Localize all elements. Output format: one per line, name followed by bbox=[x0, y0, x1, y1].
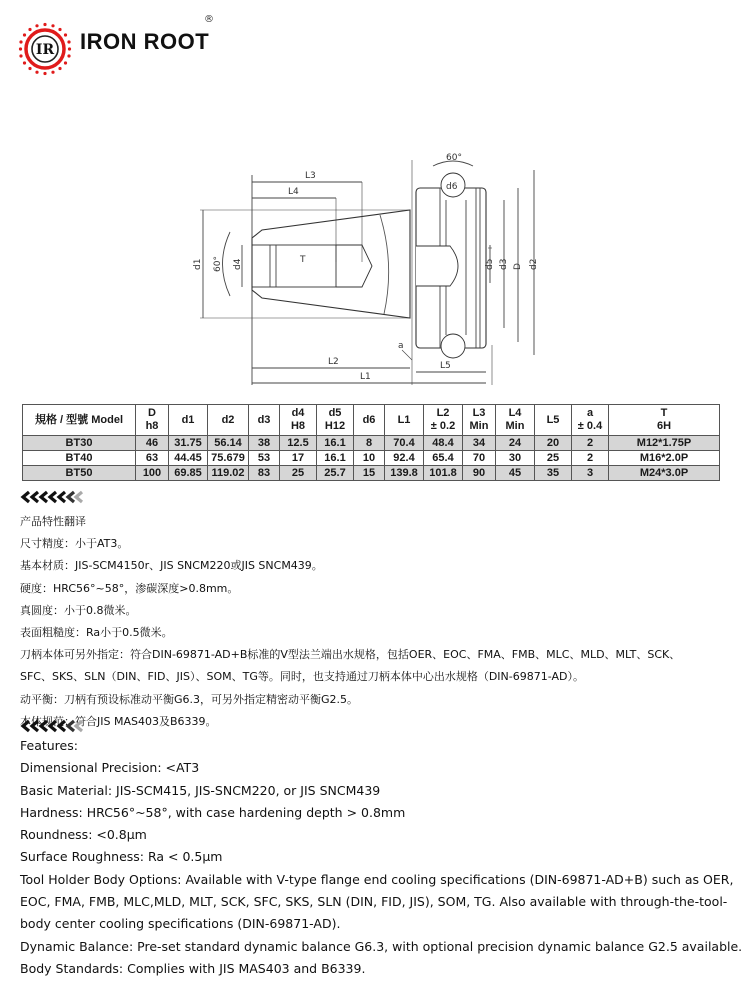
col-header-L5: L5 bbox=[535, 405, 572, 436]
chinese-feature-line: 表面粗糙度：Ra小于0.5微米。 bbox=[20, 626, 173, 640]
cell: 139.8 bbox=[385, 466, 424, 481]
col-header-d1: d1 bbox=[169, 405, 208, 436]
cell: 35 bbox=[535, 466, 572, 481]
chinese-feature-line: 真圆度：小于0.8微米。 bbox=[20, 603, 137, 617]
svg-text:60°: 60° bbox=[213, 256, 223, 272]
col-header-d5: d5 H12 bbox=[317, 405, 354, 436]
cell: 75.679 bbox=[208, 451, 249, 466]
cell: 56.14 bbox=[208, 436, 249, 451]
cell: 20 bbox=[535, 436, 572, 451]
brand-name: IRON ROOT bbox=[80, 29, 210, 54]
cell: M12*1.75P bbox=[609, 436, 720, 451]
chinese-section-title: 产品特性翻译 bbox=[20, 515, 86, 528]
cell-model: BT40 bbox=[23, 451, 136, 466]
cell: 119.02 bbox=[208, 466, 249, 481]
cell: 2 bbox=[572, 451, 609, 466]
table-header-row bbox=[23, 405, 720, 436]
cell: 92.4 bbox=[385, 451, 424, 466]
col-header-d3: d3 bbox=[249, 405, 280, 436]
chinese-feature-line: 动平衡：刀柄有预设标准动平衡G6.3，可另外指定精密动平衡G2.5。 bbox=[20, 692, 359, 706]
registered-trademark-mark: ® bbox=[204, 14, 214, 25]
cell: 53 bbox=[249, 451, 280, 466]
cell: 45 bbox=[496, 466, 535, 481]
col-header-d4: d4 H8 bbox=[280, 405, 317, 436]
svg-text:d4: d4 bbox=[233, 258, 243, 270]
svg-text:L2: L2 bbox=[328, 357, 339, 367]
svg-text:IR: IR bbox=[35, 42, 55, 58]
col-header-L4: L4 Min bbox=[496, 405, 535, 436]
col-header-L2: L2 ± 0.2 bbox=[424, 405, 463, 436]
chinese-feature-line: 尺寸精度：小于AT3。 bbox=[20, 537, 129, 551]
col-header-T: T 6H bbox=[609, 405, 720, 436]
cell: 16.1 bbox=[317, 451, 354, 466]
cell: 31.75 bbox=[169, 436, 208, 451]
svg-text:d6: d6 bbox=[446, 182, 458, 192]
chinese-feature-line: SFC、SKS、SLN（DIN、FID、JIS）、SOM、TG等。同时，也支持通过刀柄本体中心出水规格（DIN-69871-AD）。 bbox=[20, 670, 584, 684]
brand-logo bbox=[18, 22, 209, 76]
cell: 38 bbox=[249, 436, 280, 451]
table-row bbox=[23, 466, 720, 481]
chinese-feature-line: 本体规范：符合JIS MAS403及B6339。 bbox=[20, 714, 217, 728]
cell: 2 bbox=[572, 436, 609, 451]
cell: 30 bbox=[496, 451, 535, 466]
chinese-features-section bbox=[20, 511, 680, 733]
cell: 70 bbox=[463, 451, 496, 466]
cell: 24 bbox=[496, 436, 535, 451]
svg-text:D: D bbox=[513, 263, 523, 270]
svg-text:L3: L3 bbox=[305, 171, 316, 181]
english-feature-line: EOC, FMA, FMB, MLC,MLD, MLT, SCK, SFC, SKS, SLN (DIN, FID, JIS), SOM, TG. Also available with through-the-tool- bbox=[20, 894, 728, 910]
chinese-feature-line: 硬度：HRC56°~58°，渗碳深度>0.8mm。 bbox=[20, 581, 239, 595]
cell-model: BT50 bbox=[23, 466, 136, 481]
cell: 63 bbox=[136, 451, 169, 466]
svg-text:L4: L4 bbox=[288, 187, 299, 197]
english-feature-line: Surface Roughness: Ra < 0.5μm bbox=[20, 849, 223, 865]
cell: 8 bbox=[354, 436, 385, 451]
svg-text:a: a bbox=[398, 341, 404, 351]
svg-text:d2: d2 bbox=[529, 258, 539, 270]
english-features-section bbox=[20, 735, 742, 980]
english-feature-line: Hardness: HRC56°~58°, with case hardening depth > 0.8mm bbox=[20, 804, 406, 820]
col-header-d2: d2 bbox=[208, 405, 249, 436]
cell: 44.45 bbox=[169, 451, 208, 466]
cell: M24*3.0P bbox=[609, 466, 720, 481]
table-row bbox=[23, 451, 720, 466]
svg-text:d3: d3 bbox=[499, 258, 509, 270]
col-header-model: 規格 / 型號 Model bbox=[23, 405, 136, 436]
cell: 34 bbox=[463, 436, 496, 451]
specification-table bbox=[22, 404, 720, 481]
tool-holder-technical-drawing bbox=[0, 140, 750, 400]
chinese-feature-line: 刀柄本体可另外指定：符合DIN-69871-AD+B标准的V型法兰端出水规格，包括OER、EOC、FMA、FMB、MLC、MLD、MLT、SCK、 bbox=[20, 648, 681, 662]
section-divider-chevrons-icon bbox=[20, 719, 90, 733]
cell: 15 bbox=[354, 466, 385, 481]
cell: 90 bbox=[463, 466, 496, 481]
svg-text:d5: d5 bbox=[485, 258, 495, 270]
cell: 101.8 bbox=[424, 466, 463, 481]
col-header-L1: L1 bbox=[385, 405, 424, 436]
section-divider-chevrons-icon bbox=[20, 490, 90, 504]
cell: 46 bbox=[136, 436, 169, 451]
chinese-feature-line: 基本材质：JIS-SCM4150r、JIS SNCM220或JIS SNCM439。 bbox=[20, 559, 323, 573]
cell: 25 bbox=[280, 466, 317, 481]
english-section-title: Features: bbox=[20, 738, 78, 753]
col-header-L3: L3 Min bbox=[463, 405, 496, 436]
col-header-D: D h8 bbox=[136, 405, 169, 436]
english-feature-line: Body Standards: Complies with JIS MAS403 and B6339. bbox=[20, 960, 366, 976]
english-feature-line: Dynamic Balance: Pre-set standard dynamic balance G6.3, with optional precision dynamic balance G2.5 available. bbox=[20, 938, 743, 954]
svg-text:T: T bbox=[300, 255, 306, 265]
cell: 10 bbox=[354, 451, 385, 466]
cell: 70.4 bbox=[385, 436, 424, 451]
svg-text:d1: d1 bbox=[193, 258, 203, 270]
cell: M16*2.0P bbox=[609, 451, 720, 466]
cell: 69.85 bbox=[169, 466, 208, 481]
col-header-d6: d6 bbox=[354, 405, 385, 436]
table-row bbox=[23, 436, 720, 451]
english-feature-line: Dimensional Precision: <AT3 bbox=[20, 760, 200, 776]
cell: 25.7 bbox=[317, 466, 354, 481]
cell: 65.4 bbox=[424, 451, 463, 466]
english-feature-line: Roundness: <0.8μm bbox=[20, 827, 147, 843]
english-feature-line: body center cooling specifications (DIN-69871-AD). bbox=[20, 916, 341, 932]
english-feature-line: Basic Material: JIS-SCM415, JIS-SNCM220, or JIS SNCM439 bbox=[20, 782, 381, 798]
english-feature-line: Tool Holder Body Options: Available with V-type flange end cooling specifications (DIN-69871-AD+B) such as OER, bbox=[20, 871, 734, 887]
cell: 25 bbox=[535, 451, 572, 466]
col-header-a: a ± 0.4 bbox=[572, 405, 609, 436]
cell-model: BT30 bbox=[23, 436, 136, 451]
cell: 48.4 bbox=[424, 436, 463, 451]
svg-text:L1: L1 bbox=[360, 372, 371, 382]
cell: 83 bbox=[249, 466, 280, 481]
iron-root-emblem-icon bbox=[18, 22, 72, 76]
cell: 16.1 bbox=[317, 436, 354, 451]
cell: 100 bbox=[136, 466, 169, 481]
cell: 17 bbox=[280, 451, 317, 466]
cell: 12.5 bbox=[280, 436, 317, 451]
cell: 3 bbox=[572, 466, 609, 481]
svg-text:L5: L5 bbox=[440, 361, 451, 371]
svg-text:60°: 60° bbox=[446, 153, 462, 163]
